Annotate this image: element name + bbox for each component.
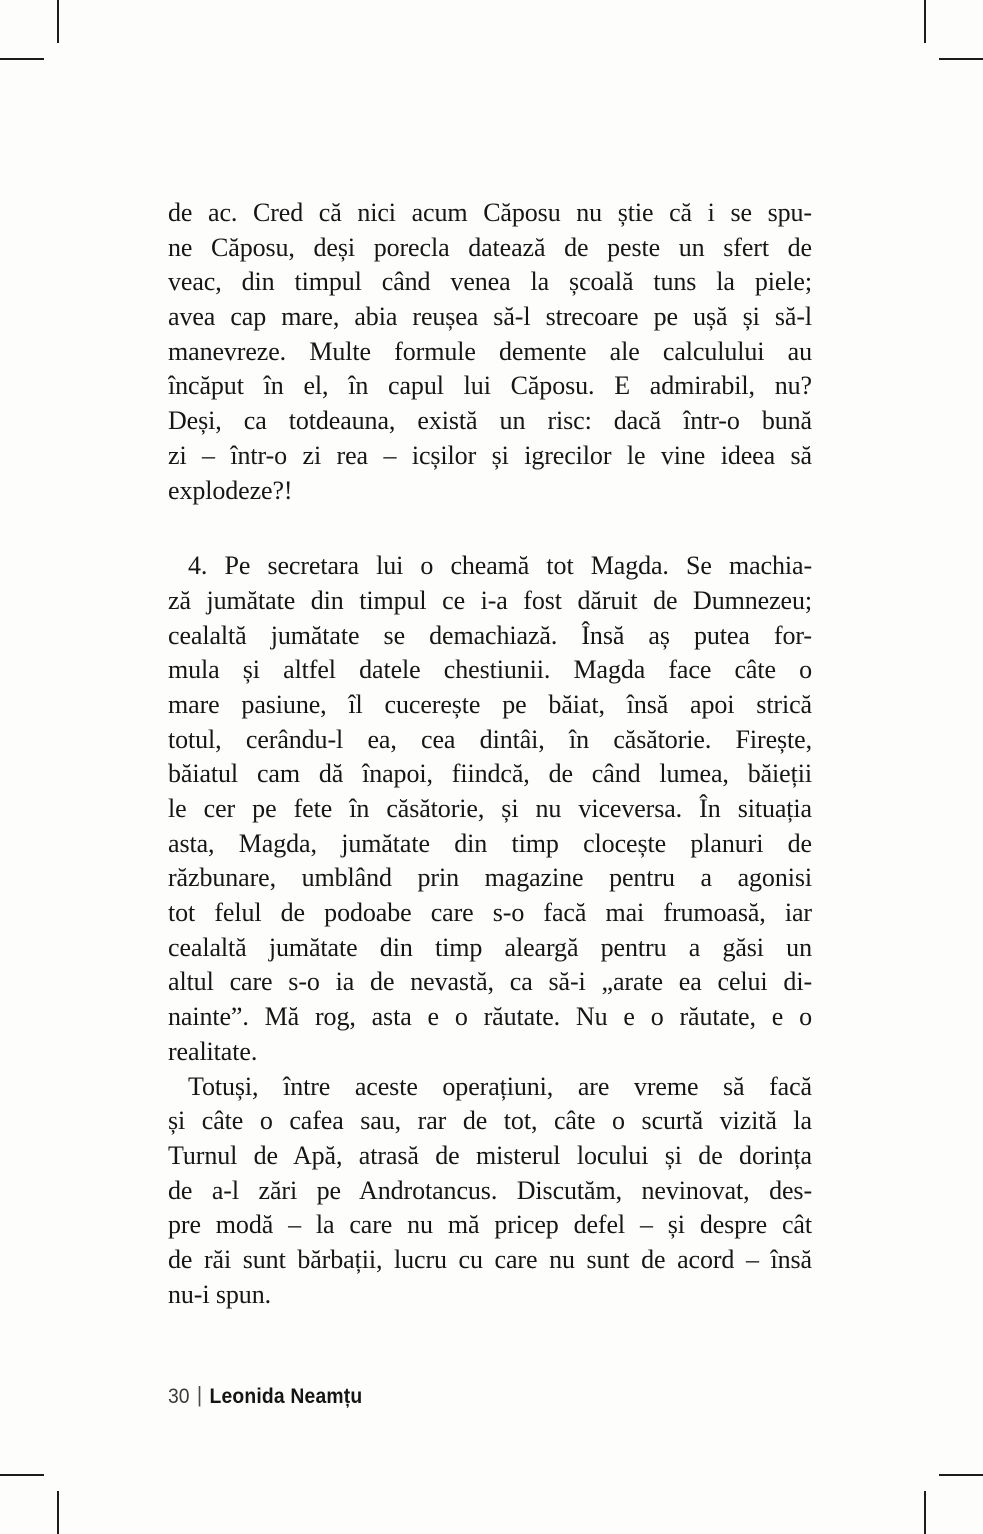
page-number: 30 (168, 1385, 190, 1408)
text-line: Totuși, între aceste operațiuni, are vreme să facă (188, 1071, 812, 1101)
text-line: ne Căposu, deși porecla datează de peste un sfert de (168, 232, 812, 262)
text-line: mare pasiune, îl cucerește pe băiat, însă apoi strică (168, 689, 812, 719)
text-line: nu-i spun. (168, 1279, 272, 1309)
text-line: pre modă – la care nu mă pricep defel – și despre cât (168, 1210, 812, 1240)
footer-separator: | (196, 1382, 203, 1407)
text-line: răzbunare, umblând prin magazine pentru a agonisi (168, 863, 812, 893)
text-line: explodeze?! (168, 475, 293, 505)
crop-mark-top-left-vertical (57, 0, 59, 43)
crop-mark-top-right-horizontal (939, 58, 983, 60)
author-name: Leonida Neamțu (209, 1385, 363, 1408)
paragraph-1 (168, 196, 812, 508)
paragraph-3 (168, 1070, 812, 1313)
crop-mark-bottom-right-horizontal (939, 1474, 983, 1476)
crop-mark-top-left-horizontal (0, 58, 44, 60)
text-line: cealaltă jumătate se demachiază. Însă aș putea for- (168, 620, 812, 650)
text-line: realitate. (168, 1036, 258, 1066)
text-line: de a-l zări pe Androtancus. Discutăm, nevinovat, des- (168, 1175, 812, 1205)
text-line: băiatul cam dă înapoi, fiindcă, de când lumea, băieții (168, 759, 812, 789)
text-line: zi – într-o zi rea – icșilor și igrecilor le vine ideea să (168, 440, 812, 470)
text-line: le cer pe fete în căsătorie, și nu viceversa. În situația (168, 794, 812, 823)
text-line: cealaltă jumătate din timp aleargă pentru a găsi un (168, 932, 812, 962)
text-line: de ac. Cred că nici acum Căposu nu știe că i se spu- (168, 198, 812, 227)
text-line: Deși, ca totdeauna, există un risc: dacă într-o bună (168, 406, 812, 436)
text-line: încăput în el, în capul lui Căposu. E admirabil, nu? (168, 371, 812, 401)
text-line: ză jumătate din timpul ce i-a fost dăruit de Dumnezeu; (168, 585, 812, 615)
crop-mark-top-right-vertical (924, 0, 926, 43)
text-line: mula și altfel datele chestiunii. Magda face câte o (168, 655, 812, 685)
text-line: asta, Magda, jumătate din timp clocește planuri de (168, 828, 812, 858)
text-line: și câte o cafea sau, rar de tot, câte o scurtă vizită la (168, 1106, 812, 1136)
text-line: tot felul de podoabe care s-o facă mai frumoasă, iar (168, 898, 812, 928)
crop-mark-bottom-left-horizontal (0, 1474, 44, 1476)
text-line: avea cap mare, abia reușea să-l strecoare pe ușă și să-l (168, 302, 812, 332)
paragraph-2 (168, 549, 812, 1069)
text-line: nainte”. Mă rog, asta e o răutate. Nu e o răutate, e o (168, 1002, 812, 1032)
text-line: manevreze. Multe formule demente ale calculului au (168, 336, 812, 366)
crop-mark-bottom-left-vertical (57, 1491, 59, 1534)
text-line: Turnul de Apă, atrasă de misterul locului și de dorința (168, 1140, 812, 1170)
text-line: totul, cerându-l ea, cea dintâi, în căsătorie. Firește, (168, 724, 812, 754)
text-line: altul care s-o ia de nevastă, ca să-i „arate ea celui di- (168, 967, 812, 997)
crop-mark-bottom-right-vertical (924, 1491, 926, 1534)
text-line: veac, din timpul când venea la școală tuns la piele; (168, 267, 812, 297)
page-footer (168, 1383, 362, 1409)
text-line: de răi sunt bărbații, lucru cu care nu sunt de acord – însă (168, 1244, 812, 1274)
body-text (168, 196, 812, 1312)
text-line: 4. Pe secretara lui o cheamă tot Magda. Se machia- (188, 551, 812, 581)
